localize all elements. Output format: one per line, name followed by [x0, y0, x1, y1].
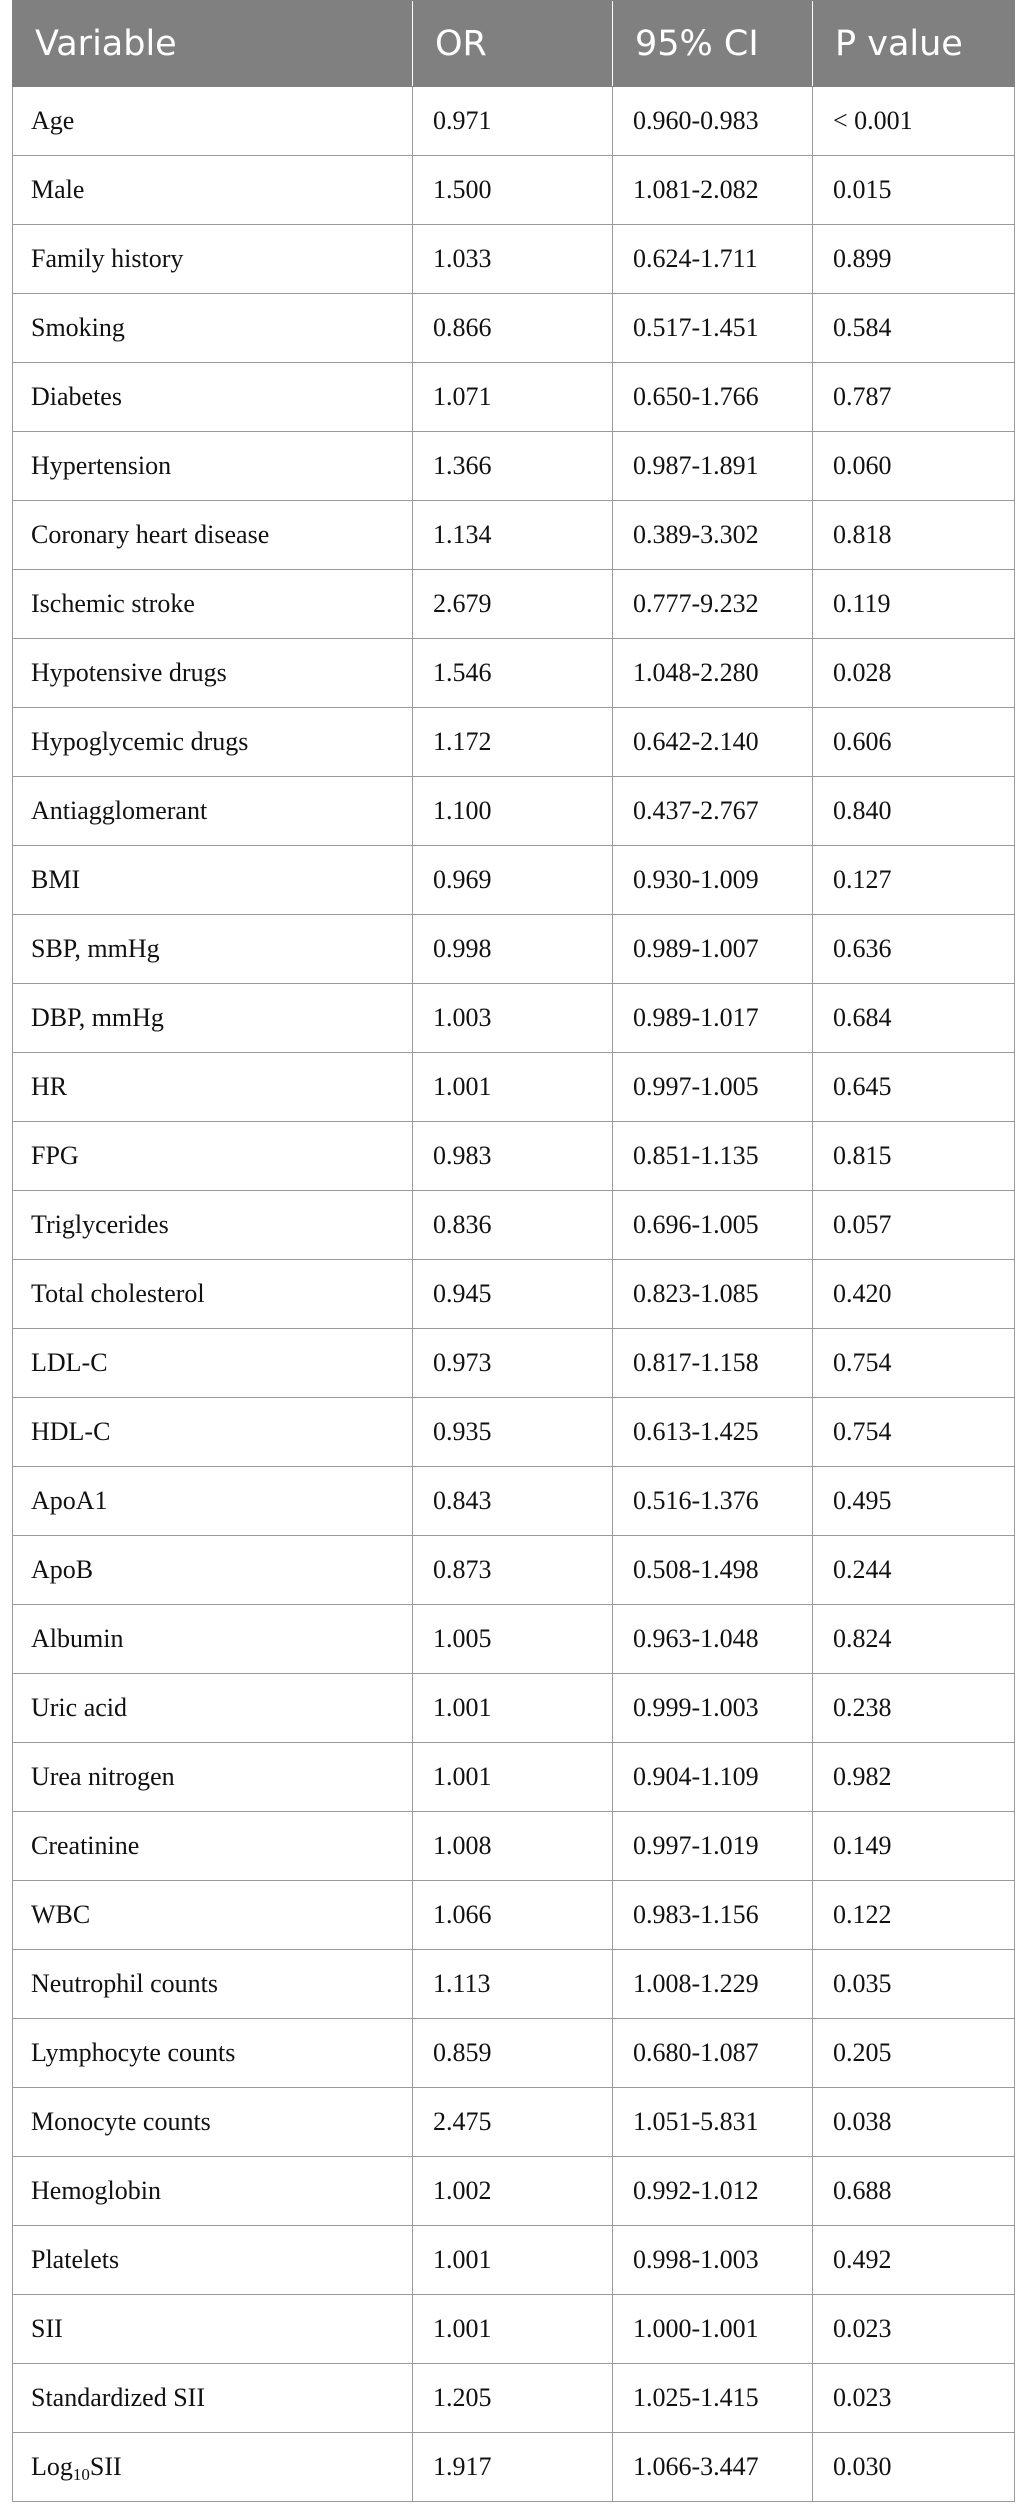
- cell-p-value: 0.060: [813, 432, 1015, 501]
- table-row: [13, 2364, 1015, 2433]
- cell-variable: Hypoglycemic drugs: [13, 708, 413, 777]
- cell-ci: 0.650-1.766: [613, 363, 813, 432]
- cell-ci: 0.516-1.376: [613, 1467, 813, 1536]
- table-row: [13, 2226, 1015, 2295]
- cell-ci: 0.851-1.135: [613, 1122, 813, 1191]
- table-row: [13, 1191, 1015, 1260]
- cell-p-value: 0.787: [813, 363, 1015, 432]
- cell-ci: 0.997-1.005: [613, 1053, 813, 1122]
- cell-variable: Urea nitrogen: [13, 1743, 413, 1812]
- cell-p-value: 0.035: [813, 1950, 1015, 2019]
- cell-variable: Albumin: [13, 1605, 413, 1674]
- cell-or: 1.001: [413, 2295, 613, 2364]
- cell-or: 1.066: [413, 1881, 613, 1950]
- cell-variable: LDL-C: [13, 1329, 413, 1398]
- table-header: [13, 1, 1015, 87]
- cell-ci: 0.642-2.140: [613, 708, 813, 777]
- table-row: [13, 1398, 1015, 1467]
- cell-p-value: 0.023: [813, 2364, 1015, 2433]
- cell-ci: 0.517-1.451: [613, 294, 813, 363]
- cell-ci: 1.048-2.280: [613, 639, 813, 708]
- table-row: [13, 225, 1015, 294]
- table-row: [13, 570, 1015, 639]
- cell-or: 1.001: [413, 1743, 613, 1812]
- cell-p-value: 0.645: [813, 1053, 1015, 1122]
- cell-ci: 0.930-1.009: [613, 846, 813, 915]
- table-row: [13, 1122, 1015, 1191]
- cell-variable: Platelets: [13, 2226, 413, 2295]
- cell-ci: 1.000-1.001: [613, 2295, 813, 2364]
- table-row: [13, 156, 1015, 225]
- cell-ci: 0.389-3.302: [613, 501, 813, 570]
- cell-or: 0.843: [413, 1467, 613, 1536]
- cell-or: 2.679: [413, 570, 613, 639]
- cell-variable: Male: [13, 156, 413, 225]
- cell-variable: Monocyte counts: [13, 2088, 413, 2157]
- cell-ci: 0.963-1.048: [613, 1605, 813, 1674]
- cell-p-value: 0.057: [813, 1191, 1015, 1260]
- cell-variable: Lymphocyte counts: [13, 2019, 413, 2088]
- table-row: [13, 2157, 1015, 2226]
- cell-ci: 1.025-1.415: [613, 2364, 813, 2433]
- variable-label: Log: [31, 2452, 73, 2481]
- cell-or: 0.866: [413, 294, 613, 363]
- cell-ci: 0.613-1.425: [613, 1398, 813, 1467]
- cell-or: 1.003: [413, 984, 613, 1053]
- cell-p-value: 0.119: [813, 570, 1015, 639]
- cell-p-value: 0.982: [813, 1743, 1015, 1812]
- cell-p-value: 0.238: [813, 1674, 1015, 1743]
- cell-or: 2.475: [413, 2088, 613, 2157]
- cell-or: 0.859: [413, 2019, 613, 2088]
- cell-p-value: 0.840: [813, 777, 1015, 846]
- cell-variable: Smoking: [13, 294, 413, 363]
- cell-variable: Hypotensive drugs: [13, 639, 413, 708]
- cell-ci: 1.066-3.447: [613, 2433, 813, 2502]
- variable-subscript: 10: [72, 2465, 90, 2484]
- cell-ci: 0.998-1.003: [613, 2226, 813, 2295]
- cell-ci: 0.823-1.085: [613, 1260, 813, 1329]
- cell-or: 0.971: [413, 87, 613, 156]
- cell-variable: Total cholesterol: [13, 1260, 413, 1329]
- cell-p-value: 0.495: [813, 1467, 1015, 1536]
- cell-ci: 0.989-1.017: [613, 984, 813, 1053]
- cell-p-value: 0.818: [813, 501, 1015, 570]
- cell-variable: [13, 2433, 413, 2502]
- table-row: [13, 1329, 1015, 1398]
- cell-p-value: 0.636: [813, 915, 1015, 984]
- cell-variable: SII: [13, 2295, 413, 2364]
- cell-ci: 1.051-5.831: [613, 2088, 813, 2157]
- cell-ci: 0.987-1.891: [613, 432, 813, 501]
- table-row: [13, 846, 1015, 915]
- cell-variable: Coronary heart disease: [13, 501, 413, 570]
- cell-ci: 0.983-1.156: [613, 1881, 813, 1950]
- table-row: [13, 87, 1015, 156]
- cell-p-value: 0.584: [813, 294, 1015, 363]
- cell-p-value: 0.684: [813, 984, 1015, 1053]
- cell-p-value: 0.030: [813, 2433, 1015, 2502]
- cell-or: 1.134: [413, 501, 613, 570]
- table-row: [13, 2295, 1015, 2364]
- cell-variable: Family history: [13, 225, 413, 294]
- cell-ci: 0.960-0.983: [613, 87, 813, 156]
- cell-or: 1.005: [413, 1605, 613, 1674]
- cell-ci: 0.696-1.005: [613, 1191, 813, 1260]
- cell-variable: SBP, mmHg: [13, 915, 413, 984]
- table-row: [13, 915, 1015, 984]
- cell-variable: HR: [13, 1053, 413, 1122]
- cell-p-value: 0.023: [813, 2295, 1015, 2364]
- cell-p-value: 0.244: [813, 1536, 1015, 1605]
- cell-or: 1.001: [413, 1053, 613, 1122]
- cell-variable: FPG: [13, 1122, 413, 1191]
- table-row: [13, 1467, 1015, 1536]
- cell-p-value: 0.420: [813, 1260, 1015, 1329]
- cell-ci: 1.081-2.082: [613, 156, 813, 225]
- cell-or: 1.113: [413, 1950, 613, 2019]
- cell-ci: 0.997-1.019: [613, 1812, 813, 1881]
- cell-or: 1.366: [413, 432, 613, 501]
- cell-or: 1.002: [413, 2157, 613, 2226]
- cell-ci: 0.992-1.012: [613, 2157, 813, 2226]
- table-row: [13, 1260, 1015, 1329]
- cell-p-value: 0.899: [813, 225, 1015, 294]
- cell-ci: 0.680-1.087: [613, 2019, 813, 2088]
- cell-variable: Hemoglobin: [13, 2157, 413, 2226]
- cell-p-value: 0.149: [813, 1812, 1015, 1881]
- cell-or: 0.969: [413, 846, 613, 915]
- cell-ci: 0.437-2.767: [613, 777, 813, 846]
- cell-ci: 0.989-1.007: [613, 915, 813, 984]
- table-row: [13, 2088, 1015, 2157]
- cell-or: 0.836: [413, 1191, 613, 1260]
- table-row: [13, 294, 1015, 363]
- cell-or: 0.973: [413, 1329, 613, 1398]
- cell-p-value: 0.015: [813, 156, 1015, 225]
- cell-variable: Neutrophil counts: [13, 1950, 413, 2019]
- table-row: [13, 1950, 1015, 2019]
- cell-variable: Standardized SII: [13, 2364, 413, 2433]
- cell-or: 0.935: [413, 1398, 613, 1467]
- cell-variable: Ischemic stroke: [13, 570, 413, 639]
- variable-label-suffix: SII: [89, 2452, 122, 2481]
- cell-p-value: 0.606: [813, 708, 1015, 777]
- cell-ci: 0.777-9.232: [613, 570, 813, 639]
- cell-p-value: 0.815: [813, 1122, 1015, 1191]
- header-variable: Variable: [13, 1, 413, 87]
- cell-variable: WBC: [13, 1881, 413, 1950]
- cell-ci: 0.999-1.003: [613, 1674, 813, 1743]
- table-body: [13, 87, 1015, 2502]
- table-row: [13, 1743, 1015, 1812]
- table-row: [13, 2433, 1015, 2502]
- cell-variable: ApoA1: [13, 1467, 413, 1536]
- cell-ci: 0.508-1.498: [613, 1536, 813, 1605]
- table-row: [13, 1536, 1015, 1605]
- cell-p-value: 0.754: [813, 1398, 1015, 1467]
- table-row: [13, 984, 1015, 1053]
- header-or: OR: [413, 1, 613, 87]
- cell-or: 1.008: [413, 1812, 613, 1881]
- cell-or: 1.546: [413, 639, 613, 708]
- cell-or: 0.873: [413, 1536, 613, 1605]
- cell-or: 1.205: [413, 2364, 613, 2433]
- cell-or: 1.100: [413, 777, 613, 846]
- header-ci: 95% CI: [613, 1, 813, 87]
- cell-p-value: 0.688: [813, 2157, 1015, 2226]
- cell-variable: Antiagglomerant: [13, 777, 413, 846]
- cell-or: 1.500: [413, 156, 613, 225]
- cell-p-value: 0.824: [813, 1605, 1015, 1674]
- table-row: [13, 2019, 1015, 2088]
- cell-ci: 1.008-1.229: [613, 1950, 813, 2019]
- cell-p-value: 0.038: [813, 2088, 1015, 2157]
- cell-variable: Diabetes: [13, 363, 413, 432]
- cell-p-value: 0.122: [813, 1881, 1015, 1950]
- table-row: [13, 639, 1015, 708]
- cell-variable: ApoB: [13, 1536, 413, 1605]
- cell-variable: Age: [13, 87, 413, 156]
- cell-variable: Hypertension: [13, 432, 413, 501]
- cell-or: 0.983: [413, 1122, 613, 1191]
- header-row: [13, 1, 1015, 87]
- table-row: [13, 501, 1015, 570]
- cell-variable: Triglycerides: [13, 1191, 413, 1260]
- cell-p-value: 0.205: [813, 2019, 1015, 2088]
- cell-ci: 0.624-1.711: [613, 225, 813, 294]
- cell-or: 1.001: [413, 1674, 613, 1743]
- table-row: [13, 1812, 1015, 1881]
- cell-variable: Uric acid: [13, 1674, 413, 1743]
- cell-p-value: 0.754: [813, 1329, 1015, 1398]
- cell-ci: 0.904-1.109: [613, 1743, 813, 1812]
- table-row: [13, 708, 1015, 777]
- cell-p-value: 0.127: [813, 846, 1015, 915]
- cell-p-value: 0.492: [813, 2226, 1015, 2295]
- cell-or: 1.001: [413, 2226, 613, 2295]
- cell-or: 1.172: [413, 708, 613, 777]
- table-row: [13, 1053, 1015, 1122]
- cell-or: 1.917: [413, 2433, 613, 2502]
- table-row: [13, 432, 1015, 501]
- cell-variable: BMI: [13, 846, 413, 915]
- cell-p-value: 0.028: [813, 639, 1015, 708]
- table-row: [13, 1605, 1015, 1674]
- cell-variable: Creatinine: [13, 1812, 413, 1881]
- cell-or: 0.998: [413, 915, 613, 984]
- table-row: [13, 363, 1015, 432]
- cell-variable: HDL-C: [13, 1398, 413, 1467]
- results-table: [12, 0, 1015, 2502]
- cell-variable: DBP, mmHg: [13, 984, 413, 1053]
- cell-or: 1.033: [413, 225, 613, 294]
- header-p-value: P value: [813, 1, 1015, 87]
- cell-or: 0.945: [413, 1260, 613, 1329]
- cell-ci: 0.817-1.158: [613, 1329, 813, 1398]
- table-row: [13, 1881, 1015, 1950]
- table-row: [13, 1674, 1015, 1743]
- cell-or: 1.071: [413, 363, 613, 432]
- table-row: [13, 777, 1015, 846]
- cell-p-value: < 0.001: [813, 87, 1015, 156]
